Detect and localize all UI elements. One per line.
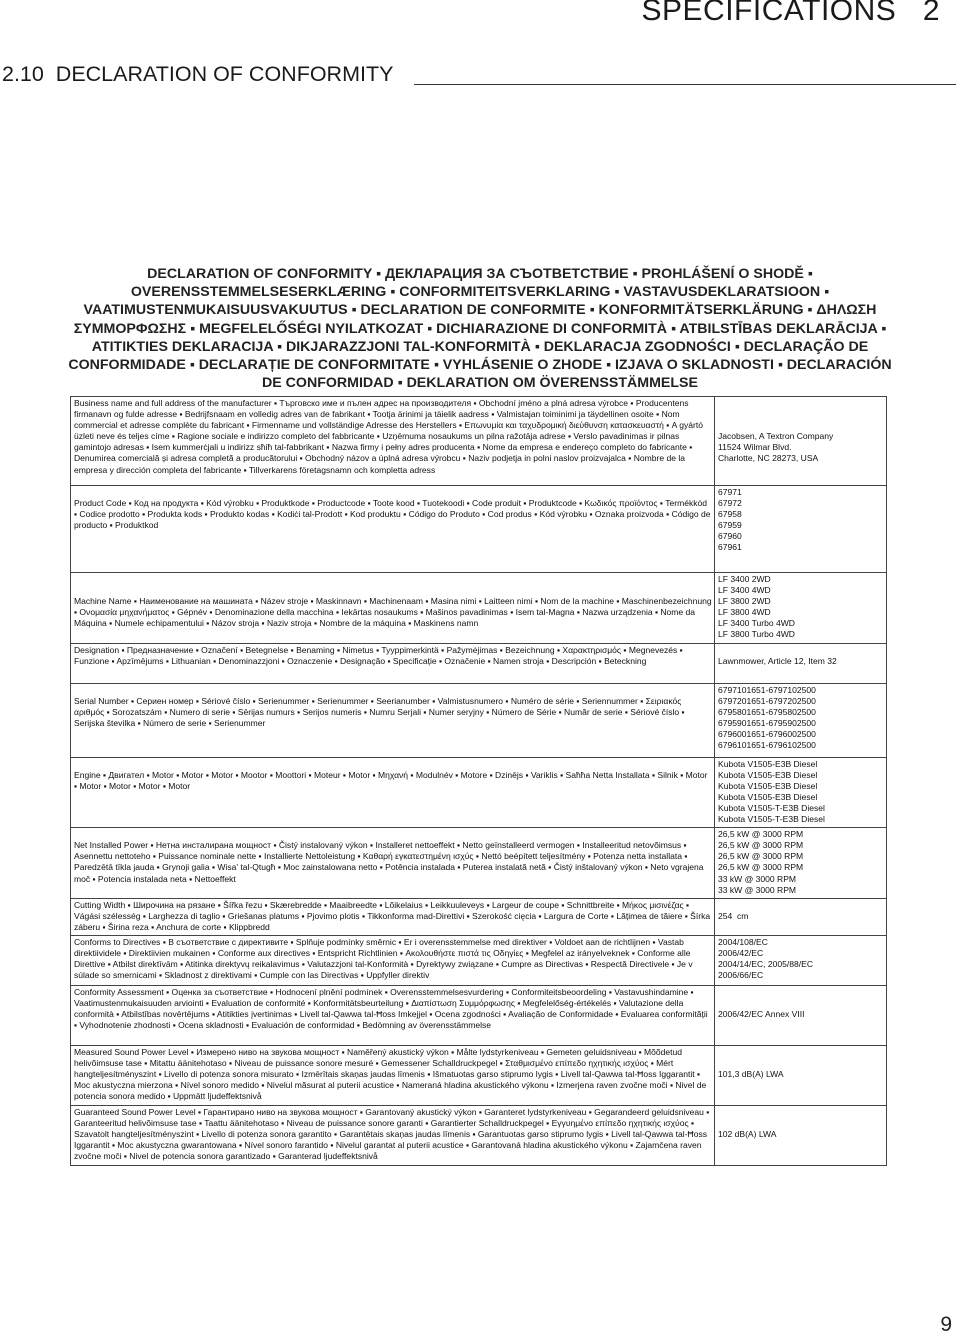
row-label-guaranteed-sound: Guaranteed Sound Power Level ▪ Гарантирано ниво на звукова мощност ▪ Garantovaný akustický výkon ▪ Garanteret lydstyrkeniveau ▪ Gegarandeerd geluidsniveau ▪ Garanteeritud helivõimsuse tase ▪ Taattu äänitehotaso ▪ Niveau de puissance sonore garanti ▪ Garantierter Schalldruckpegel ▪ Εγγυημένο επίπεδο ηχητικής ισχύος ▪ Szavatolt hangteljesítményszint ▪ Livello di potenza sonora garantito ▪ Garantētais skaņas jaudas līmenis ▪ Garantuotas garso stiprumo lygis ▪ Livell tal-Qawwa tal-Ħoss Iggarantit ▪ Moc akustyczna gwarantowana ▪ Nível sonoro farantido ▪ Nivelul garantat al puterii acustice ▪ Garantovaná hladina akustického výkonu ▪ Zajamčena raven zvočne moči ▪ Nivel de potencia sonora garantizado ▪ Garanterad ljudeffektsnivå <box>71 1105 715 1165</box>
table-row <box>71 1045 887 1105</box>
row-label-product-code: Product Code ▪ Код на продукта ▪ Kód výrobku ▪ Produktkode ▪ Productcode ▪ Toote kood ▪ Tuotekoodi ▪ Code produit ▪ Produktcode ▪ Κωδικός προϊόντος ▪ Termékkód ▪ Codice prodotto ▪ Produkta kods ▪ Produkto kodas ▪ Kodiċi tal-Prodott ▪ Kod produktu ▪ Código do Produto ▪ Cod produs ▪ Kód výrobku ▪ Oznaka proizvoda ▪ Código de producto ▪ Produktkod <box>71 486 715 573</box>
row-label-serial-number: Serial Number ▪ Сериен номер ▪ Sériové číslo ▪ Serienummer ▪ Serienummer ▪ Seerianumber ▪ Valmistusnumero ▪ Numéro de série ▪ Seriennummer ▪ Σειριακός αριθμός ▪ Sorozatszám ▪ Numero di serie ▪ Sērijas numurs ▪ Serijos numeris ▪ Numru Serjali ▪ Numer seryjny ▪ Número de Série ▪ Număr de serie ▪ Sériové číslo ▪ Serijska številka ▪ Número de serie ▪ Serienummer <box>71 683 715 757</box>
table-row <box>71 683 887 757</box>
row-value-product-code: 67971 67972 67958 67959 67960 67961 <box>715 486 887 573</box>
table-row <box>71 935 887 985</box>
row-value-net-power: 26,5 kW @ 3000 RPM 26,5 kW @ 3000 RPM 26,5 kW @ 3000 RPM 26,5 kW @ 3000 RPM 33 kW @ 3000 RPM 33 kW @ 3000 RPM <box>715 828 887 899</box>
row-label-directives: Conforms to Directives ▪ В съответствие с директивите ▪ Splňuje podmínky směrnic ▪ Er i overensstemmelse med direktiver ▪ Voldoet aan de richtlijnen ▪ Vastab direktiividele ▪ Direktiivien mukainen ▪ Conforme aux directives ▪ Entspricht Richtlinien ▪ Ακολουθήστε πιστά τις Οδηγίες ▪ Megfelel az irányelveknek ▪ Conforme alle Direttive ▪ Atbilst direktīvām ▪ Atitinka direktyvų reikalavimus ▪ Valutazzjoni tal-Konformità ▪ Dyrektywy związane ▪ Cumpre as Directivas ▪ Respectă Directivele ▪ Je v súlade so smernicami ▪ Skladnost z direktivami ▪ Cumple con las Directivas ▪ Uppfyller direktiv <box>71 935 715 985</box>
table-row <box>71 397 887 486</box>
row-label-net-power: Net Installed Power ▪ Нетна инсталирана мощност ▪ Čistý instalovaný výkon ▪ Installeret nettoeffekt ▪ Netto geïnstalleerd vermogen ▪ Installeeritud netovõimsus ▪ Asennettu nettoteho ▪ Puissance nominale nette ▪ Installierte Nettoleistung ▪ Καθαρή εγκατεστημένη ισχύς ▪ Nettó beépített teljesítmény ▪ Potenza netta installata ▪ Paredzētā tīkla jauda ▪ Grynoji galia ▪ Wisa' tal-Qtugħ ▪ Moc zainstalowana netto ▪ Potência instalada ▪ Puterea instalată netă ▪ Čistý inštalovaný výkon ▪ Neto vgrajena moč ▪ Potencia instalada neta ▪ Nettoeffekt <box>71 828 715 899</box>
row-label-manufacturer: Business name and full address of the manufacturer ▪ Търговско име и пълен адрес на производителя ▪ Obchodní jméno a plná adresa výrobce ▪ Producentens firmanavn og fulde adresse ▪ Bedrijfsnaam en volledig adres van de fabrikant ▪ Tootja ärinimi ja täielik aadress ▪ Valmistajan toiminimi ja täydellinen osoite ▪ Nom commercial et adresse complète du fabricant ▪ Firmenname und vollständige Adresse des Herstellers ▪ Επωνυμία και ταχυδρομική διεύθυνση κατασκευαστή ▪ A gyártó üzleti neve és teljes címe ▪ Ragione sociale e indirizzo completo del fabbricante ▪ Uzņēmuma nosaukums un pilna ražotāja adrese ▪ Verslo pavadinimas ir pilnas gamintojo adresas ▪ Isem kummerċjali u indirizz sħiħ tal-fabbrikant ▪ Nazwa firmy i pełny adres producenta ▪ Nome da empresa e endereço completo do fabricante ▪ Denumirea comercială și adresa completă a producătorului ▪ Obchodný názov a úplná adresa výrobcu ▪ Naziv podjetja in polni naslov proizvajalca ▪ Nombre de la empresa y dirección completa del fabricante ▪ Tillverkarens företagsnamn och kompletta adress <box>71 397 715 486</box>
row-value-directives: 2004/108/EC 2006/42/EC 2004/14/EC, 2005/88/EC 2006/66/EC <box>715 935 887 985</box>
table-row <box>71 573 887 644</box>
table-row <box>71 757 887 828</box>
row-label-machine-name: Machine Name ▪ Наименование на машината ▪ Název stroje ▪ Maskinnavn ▪ Machinenaam ▪ Masina nimi ▪ Laitteen nimi ▪ Nom de la machine ▪ Maschinenbezeichnung ▪ Ονομασία μηχανήματος ▪ Gépnév ▪ Denominazione della macchina ▪ Iekārtas nosaukums ▪ Mašinos pavadinimas ▪ Isem tal-Magna ▪ Nazwa urządzenia ▪ Nome da Máquina ▪ Numele echipamentului ▪ Názov stroja ▪ Naziv stroja ▪ Nombre de la máquina ▪ Maskinens namn <box>71 573 715 644</box>
row-label-conformity-assessment: Conformity Assessment ▪ Оценка за съответствие ▪ Hodnocení plnění podmínek ▪ Overensstemmelsesvurdering ▪ Conformiteitsbeoordeling ▪ Vastavushindamine ▪ Vaatimustenmukaisuuden arviointi ▪ Evaluation de conformité ▪ Konformitätsbeurteilung ▪ Διαπίστωση Συμμόρφωσης ▪ Megfelelőség-értékelés ▪ Valutazione della conformità ▪ Atbilstības novērtējums ▪ Atitikties įvertinimas ▪ Livell tal-Qawwa tal-Ħoss Imkejjel ▪ Ocena zgodności ▪ Avaliação de Conformidade ▪ Evaluarea conformității ▪ Vyhodnotenie zhodnosti ▪ Ocena skladnosti ▪ Evaluación de conformidad ▪ Bedömning av överensstämmelse <box>71 985 715 1045</box>
row-value-designation: Lawnmower, Article 12, Item 32 <box>715 643 887 683</box>
row-value-conformity-assessment: 2006/42/EC Annex VIII <box>715 985 887 1045</box>
row-value-measured-sound: 101,3 dB(A) LWA <box>715 1045 887 1105</box>
table-row <box>71 1105 887 1165</box>
row-label-designation: Designation ▪ Предназначение ▪ Označení ▪ Betegnelse ▪ Benaming ▪ Nimetus ▪ Tyyppimerkintä ▪ Pažymėjimas ▪ Bezeichnung ▪ Χαρακτηρισμός ▪ Megnevezés ▪ Funzione ▪ Apzīmējums ▪ Lithuanian ▪ Denominazzjoni ▪ Oznaczenie ▪ Designação ▪ Specificație ▪ Označenie ▪ Namen stroja ▪ Descripción ▪ Beteckning <box>71 643 715 683</box>
row-value-manufacturer: Jacobsen, A Textron Company 11524 Wilmar Blvd. Charlotte, NC 28273, USA <box>715 397 887 486</box>
row-label-measured-sound: Measured Sound Power Level ▪ Измерено ниво на звукова мощност ▪ Naměřený akustický výkon ▪ Målte lydstyrkeniveau ▪ Gemeten geluidsniveau ▪ Mõõdetud helivõimsuse tase ▪ Mitattu äänitehotaso ▪ Niveau de puissance sonore mesuré ▪ Gemessener Schalldruckpegel ▪ Σταθμισμένο επίπεδο ηχητικής ισχύος ▪ Mért hangteljesítményszint ▪ Livello di potenza sonora misurato ▪ Izmērītais skaņas jaudas līmenis ▪ Išmatuotas garso stiprumo lygis ▪ Livell tal-Qawwa tal-Ħoss Iggarantit ▪ Moc akustyczna mierzona ▪ Nível sonoro medido ▪ Nivelul măsurat al puterii acustice ▪ Nameraná hladina akustického výkonu ▪ Izmerjena raven zvočne moči ▪ Nivel de potencia sonora medido ▪ Uppmätt ljudeffektsnivå <box>71 1045 715 1105</box>
table-row <box>71 898 887 935</box>
page-number: 9 <box>940 1313 952 1336</box>
row-value-cutting-width: 254 cm <box>715 898 887 935</box>
row-value-serial-number: 6797101651-6797102500 6797201651-6797202500 6795801651-6795802500 6795901651-6795902500 6796001651-6796002500 6796101651-6796102500 <box>715 683 887 757</box>
specifications-table <box>70 396 887 1166</box>
declaration-heading: DECLARATION OF CONFORMITY ▪ ДЕКЛАРАЦИЯ ЗА СЪОТВЕТСТВИЕ ▪ PROHLÁŠENÍ O SHODĚ ▪ OVERENSSTEMMELSESERKLÆRING ▪ CONFORMITEITSVERKLARING ▪ VASTAVUSDEKLARATSIOON ▪ VAATIMUSTENMUKAISUUSVAKUUTUS ▪ DECLARATION DE CONFORMITE ▪ KONFORMITÄTSERKLÄRUNG ▪ ΔΗΛΩΣΗ ΣΥΜΜΟΡΦΩΣΗΣ ▪ MEGFELELŐSÉGI NYILATKOZAT ▪ DICHIARAZIONE DI CONFORMITÀ ▪ ATBILSTĪBAS DEKLARĀCIJA ▪ ATITIKTIES DEKLARACIJA ▪ DIKJARAZZJONI TAL-KONFORMITÀ ▪ DEKLARACJA ZGODNOŚCI ▪ DECLARAÇÃO DE CONFORMIDADE ▪ DECLARAȚIE DE CONFORMITATE ▪ VYHLÁSENIE O ZHODE ▪ IZJAVA O SKLADNOSTI ▪ DECLARACIÓN DE CONFORMIDAD ▪ DEKLARATION OM ÖVERENSSTÄMMELSE <box>68 266 892 392</box>
row-value-engine: Kubota V1505-E3B Diesel Kubota V1505-E3B Diesel Kubota V1505-E3B Diesel Kubota V1505-E3B Diesel Kubota V1505-T-E3B Diesel Kubota V1505-T-E3B Diesel <box>715 757 887 828</box>
section-title: 2.10 DECLARATION OF CONFORMITY <box>2 62 394 86</box>
row-label-engine: Engine ▪ Двигател ▪ Motor ▪ Motor ▪ Motor ▪ Mootor ▪ Moottori ▪ Moteur ▪ Motor ▪ Μηχανή ▪ Modulnév ▪ Motore ▪ Dzinējs ▪ Variklis ▪ Saħħa Netta Installata ▪ Silnik ▪ Motor ▪ Motor ▪ Motor ▪ Motor ▪ Motor <box>71 757 715 828</box>
table-row <box>71 985 887 1045</box>
section-rule <box>414 84 956 85</box>
page-header-title: SPECIFICATIONS 2 <box>641 0 940 27</box>
table-row <box>71 643 887 683</box>
row-value-guaranteed-sound: 102 dB(A) LWA <box>715 1105 887 1165</box>
row-label-cutting-width: Cutting Width ▪ Широчина на рязане ▪ Šířka řezu ▪ Skærebredde ▪ Maaibreedte ▪ Lõikelaius ▪ Leikkuuleveys ▪ Largeur de coupe ▪ Schnittbreite ▪ Μήκος μισινέζας ▪ Vágási szélesség ▪ Larghezza di taglio ▪ Griešanas platums ▪ Pjovimo plotis ▪ Tikkonforma mad-Direttivi ▪ Szerokość cięcia ▪ Largura de Corte ▪ Lățimea de tăiere ▪ Šírka záberu ▪ Širina reza ▪ Anchura de corte ▪ Klippbredd <box>71 898 715 935</box>
row-value-machine-name: LF 3400 2WD LF 3400 4WD LF 3800 2WD LF 3800 4WD LF 3400 Turbo 4WD LF 3800 Turbo 4WD <box>715 573 887 644</box>
table-row <box>71 486 887 573</box>
table-row <box>71 828 887 899</box>
